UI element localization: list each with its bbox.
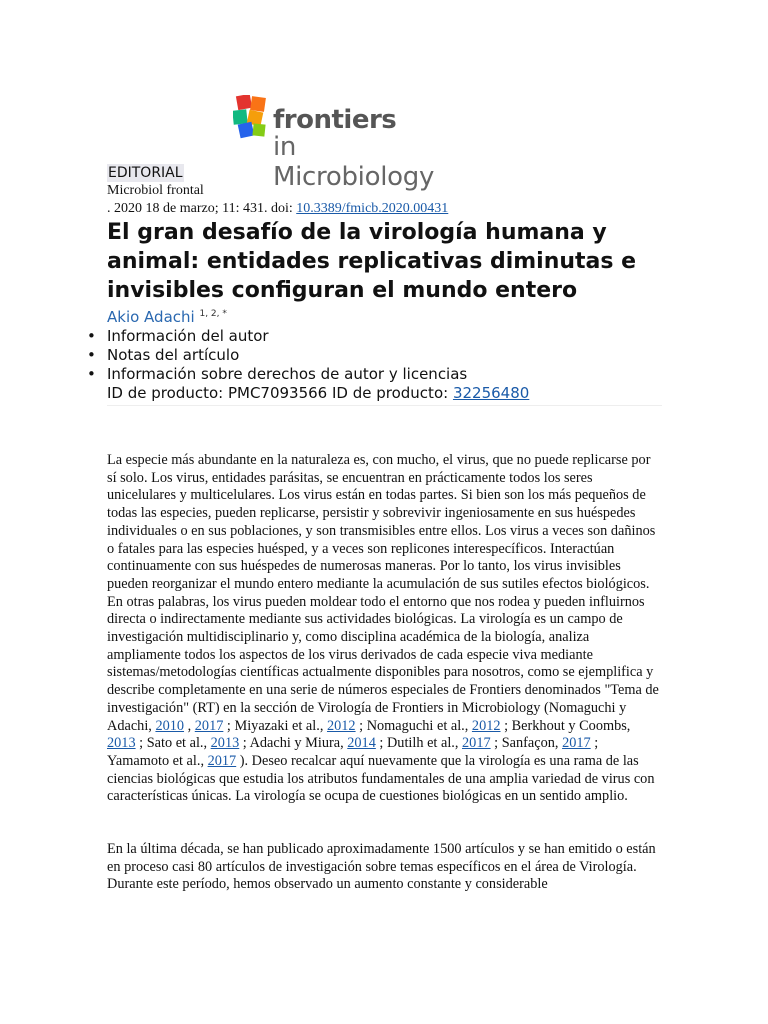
author-affiliations[interactable]: 1, 2, * (199, 309, 227, 319)
reference-link[interactable]: 2017 (462, 735, 491, 752)
info-list (107, 327, 662, 384)
frontiers-logo-icon (233, 95, 273, 139)
reference-link[interactable]: 2013 (107, 735, 136, 752)
reference-separator: ; Nomaguchi et al., (355, 717, 472, 734)
ids-text: ID de producto: PMC7093566 ID de producto: (107, 384, 449, 402)
reference-link[interactable]: 2010 (155, 717, 185, 734)
author-line (107, 305, 662, 327)
reference-separator: ; Dutilh et al., (375, 735, 463, 752)
reference-separator: ; Berkhout y Coombs, (500, 717, 631, 734)
info-item-notes[interactable]: • Notas del artículo (107, 346, 662, 365)
logo-text-frontiers: frontiers (273, 105, 397, 135)
reference-separator: ; Sato et al., (135, 735, 211, 752)
reference-link[interactable]: 2012 (326, 717, 356, 734)
citation-text: . 2020 18 de marzo; 11: 431. doi: (107, 201, 293, 216)
info-item-author[interactable]: • Información del autor (107, 327, 662, 346)
reference-separator: , (184, 717, 195, 734)
article-ids (107, 384, 662, 406)
body-paragraph-2: En la última década, se han publicado aproximadamente 1500 artículos y se han emitido o están en proceso casi 80 artículos de investigación sobre temas específicos en el área de Virología. Durante este período, hemos observado un aumento constante y considerable (107, 841, 656, 893)
paragraph-text: La especie más abundante en la naturaleza es, con mucho, el virus, que no puede replicarse por sí solo. Los virus, entidades parásitas, se encuentran en prácticamente todos los seres unicelulares y multicelulares. Los virus están en todas partes. Si bien son los más pequeños de todas las especies, pueden replicarse, persistir y sobrevivir ingeniosamente en sus huéspedes individuales o en sus poblaciones, y son transmisibles entre ellos. Los virus a veces son dañinos o fatales para las especies huésped, y a veces son replicones interespecíficos. Interactúan continuamente con sus huéspedes de numerosas maneras. Por lo tanto, los virus invisibles pueden reorganizar el mundo entero mediante la acumulación de sus sutiles efectos biológicos. En otras palabras, los virus pueden moldear todo el entorno que nos rodea y pueden influirnos directa o indirectamente mediante sus actividades biológicas. La virología es un campo de investigación multidisciplinario y, como disciplina académica de la biología, analiza ampliamente todos los aspectos de los virus derivados de cada especie viva mediante sistemas/metodologías científicas actualmente disponibles para nosotros, como se ejemplifica y describe completamente en una serie de números especiales de Frontiers denominados "Tema de investigación" (RT) en la sección de Virología de Frontiers in Microbiology (Nomaguchi y Adachi, (107, 452, 659, 734)
reference-link[interactable]: 2014 (347, 735, 376, 752)
reference-link[interactable]: 2017 (562, 735, 591, 752)
reference-separator: ; Adachi y Miura, (239, 735, 348, 752)
info-item-copyright[interactable]: • Información sobre derechos de autor y licencias (107, 365, 662, 384)
body-paragraph-1 (107, 452, 662, 806)
author-link[interactable]: Akio Adachi (107, 308, 195, 326)
journal-name: Microbiol frontal (107, 183, 204, 198)
reference-separator: ; Sanfaçon, (490, 735, 563, 752)
paragraph-text-end: ). Deseo recalcar aquí nuevamente que la virología es una rama de las ciencias biológicas que estudia los atributos fundamentales de una amplia variedad de virus con características únicas. La virología se ocupa de cuestiones biológicas en un sentido amplio. (107, 752, 655, 805)
article-type-badge: EDITORIAL (108, 165, 183, 181)
journal-logo (233, 95, 463, 192)
reference-link[interactable]: 2017 (207, 752, 237, 769)
logo-text-journal: in Microbiology (273, 132, 435, 192)
reference-separator: ; Miyazaki et al., (223, 717, 327, 734)
article-content (107, 164, 662, 894)
reference-link[interactable]: 2013 (210, 735, 240, 752)
doi-link[interactable]: 10.3389/fmicb.2020.00431 (296, 201, 449, 216)
pmid-link[interactable]: 32256480 (452, 384, 530, 402)
reference-separator: ; Yamamoto et al., (107, 735, 599, 769)
article-title: El gran desafío de la virología humana y animal: entidades replicativas diminutas e invisibles configuran el mundo entero (107, 220, 637, 303)
reference-link[interactable]: 2012 (471, 717, 501, 734)
citation-line (107, 200, 662, 218)
reference-link[interactable]: 2017 (194, 717, 224, 734)
